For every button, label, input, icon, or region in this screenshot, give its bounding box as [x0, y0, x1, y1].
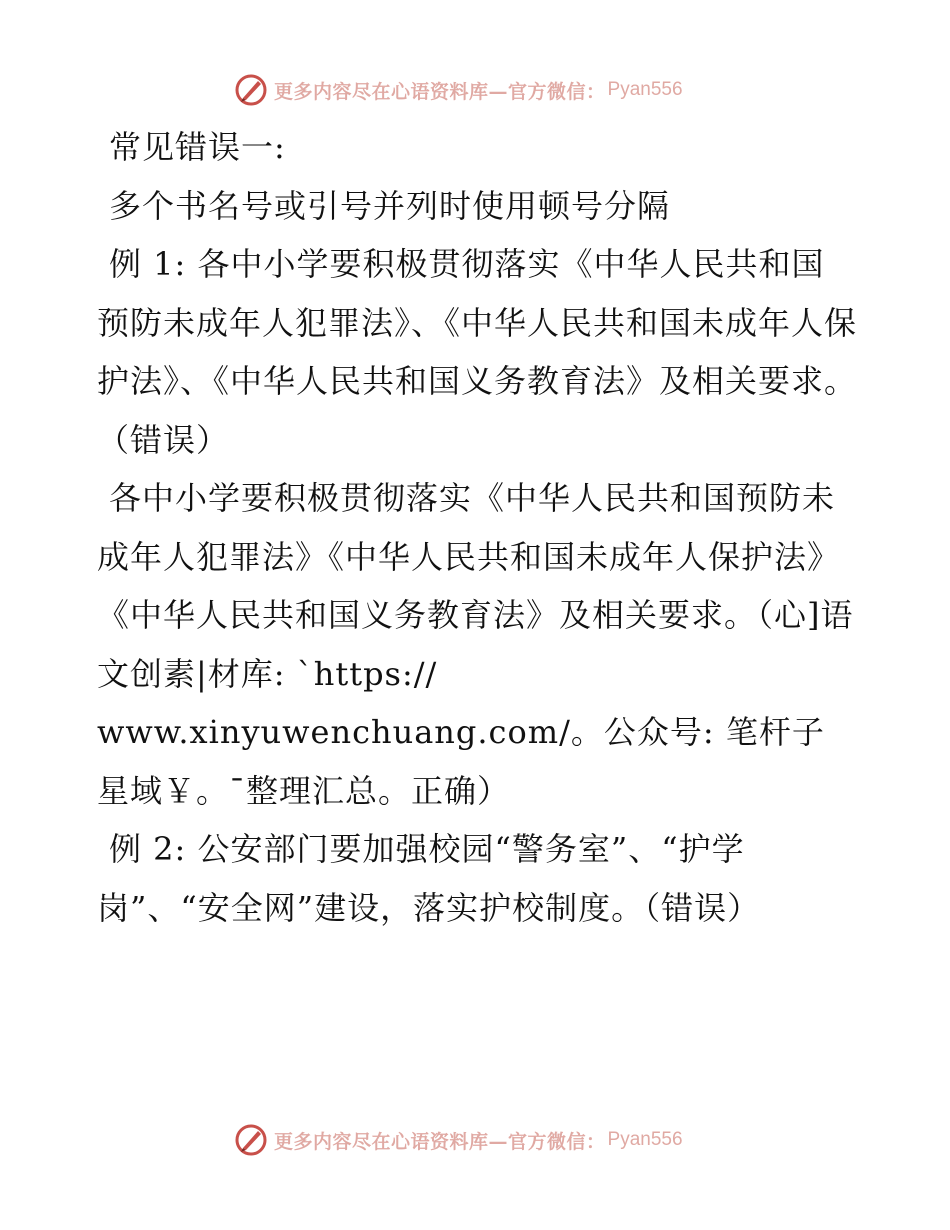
example-1-right: 各中小学要积极贯彻落实《中华人民共和国预防未成年人犯罪法》《中华人民共和国未成年人保护法》《中华人民共和国义务教育法》及相关要求。（心]语文创素|材库: `https:// — [97, 479, 854, 693]
example-1-right-continued: www.xinyuwenchuang.com/。公众号: 笔杆子星域￥。¯整理汇总。正确） — [97, 713, 825, 810]
example-2-wrong: 例 2: 公安部门要加强校园“警务室”、“护学岗”、“安全网”建设，落实护校制度。（错误） — [97, 830, 761, 927]
document-body — [97, 118, 857, 937]
quill-pen-icon — [234, 73, 268, 107]
watermark-text: 更多内容尽在心语资料库—官方微信： — [274, 1130, 606, 1153]
watermark-handle: Pyan556 — [607, 1129, 683, 1150]
watermark-handle: Pyan556 — [607, 79, 683, 100]
section-subheading: 多个书名号或引号并列时使用顿号分隔 — [109, 186, 671, 225]
watermark-text: 更多内容尽在心语资料库—官方微信： — [274, 80, 606, 103]
example-1-wrong: 例 1: 各中小学要积极贯彻落实《中华人民共和国预防未成年人犯罪法》、《中华人民共和国未成年人保护法》、《中华人民共和国义务教育法》及相关要求。（错误） — [97, 245, 858, 459]
section-heading: 常见错误一: — [109, 128, 286, 166]
quill-pen-icon — [234, 1123, 268, 1157]
watermark-header — [234, 70, 683, 110]
watermark-footer — [234, 1120, 683, 1160]
